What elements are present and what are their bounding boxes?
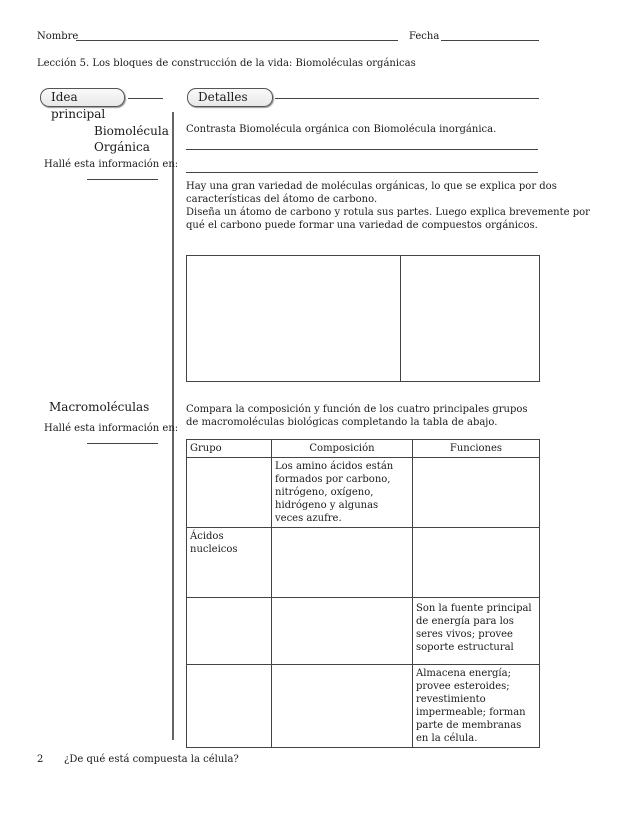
footer-question: ¿De qué está compuesta la célula? — [64, 754, 239, 765]
table-header-row — [187, 440, 540, 458]
table-cell[interactable] — [187, 598, 272, 665]
found-label-2: Hallé esta información en: — [44, 423, 179, 434]
carbon-paragraph-2: características del átomo de carbono. — [186, 194, 378, 205]
contrast-prompt: Contrasta Biomolécula orgánica con Biomolécula inorgánica. — [186, 124, 497, 135]
table-row — [187, 528, 540, 598]
carbon-drawing-box[interactable] — [186, 255, 540, 382]
header-composition: Composición — [272, 440, 413, 458]
table-cell[interactable] — [272, 598, 413, 665]
macromolecule-table — [186, 439, 540, 748]
table-cell[interactable] — [413, 528, 540, 598]
macromolecules-heading: Macromoléculas — [49, 400, 150, 414]
details-tab: Detalles — [187, 88, 273, 107]
table-cell[interactable] — [187, 458, 272, 528]
found-line-2[interactable] — [87, 443, 158, 444]
date-label: Fecha — [409, 31, 440, 42]
found-label-1: Hallé esta información en: — [44, 159, 179, 170]
header-functions: Funciones — [413, 440, 540, 458]
table-cell: Los amino ácidos están formados por carbono, nitrógeno, oxígeno, hidrógeno y algunas veces azufre. — [272, 458, 413, 528]
table-cell[interactable] — [272, 528, 413, 598]
main-idea-rule — [128, 98, 163, 99]
table-row — [187, 598, 540, 665]
table-cell: Son la fuente principal de energía para los seres vivos; provee soporte estructural — [413, 598, 540, 665]
found-line-1[interactable] — [87, 179, 158, 180]
table-cell[interactable] — [272, 665, 413, 748]
biomolecule-heading-1: Biomolécula — [94, 124, 169, 138]
biomolecule-heading-2: Orgánica — [94, 140, 150, 154]
carbon-paragraph-1: Hay una gran variedad de moléculas orgánicas, lo que se explica por dos — [186, 181, 557, 192]
table-cell[interactable] — [413, 458, 540, 528]
table-row — [187, 458, 540, 528]
main-idea-tab: Idea principal — [40, 88, 125, 107]
carbon-paragraph-4: qué el carbono puede formar una variedad de compuestos orgánicos. — [186, 220, 538, 231]
compare-prompt-2: de macromoléculas biológicas completando la tabla de abajo. — [186, 417, 498, 428]
answer-line-1[interactable] — [186, 149, 538, 150]
compare-prompt-1: Compara la composición y función de los cuatro principales grupos — [186, 404, 528, 415]
date-line[interactable] — [441, 40, 539, 41]
page-number: 2 — [37, 754, 44, 765]
lesson-title: Lección 5. Los bloques de construcción de la vida: Biomoléculas orgánicas — [37, 58, 416, 69]
header-group: Grupo — [187, 440, 272, 458]
name-label: Nombre — [37, 31, 79, 42]
details-rule — [275, 98, 539, 99]
name-line[interactable] — [76, 40, 398, 41]
table-cell: Ácidos nucleicos — [187, 528, 272, 598]
table-cell: Almacena energía; provee esteroides; revestimiento impermeable; forman parte de membranas en la célula. — [413, 665, 540, 748]
table-cell[interactable] — [187, 665, 272, 748]
carbon-paragraph-3: Diseña un átomo de carbono y rotula sus partes. Luego explica brevemente por — [186, 207, 590, 218]
drawing-box-divider — [400, 256, 401, 381]
answer-line-2[interactable] — [186, 172, 538, 173]
table-row — [187, 665, 540, 748]
